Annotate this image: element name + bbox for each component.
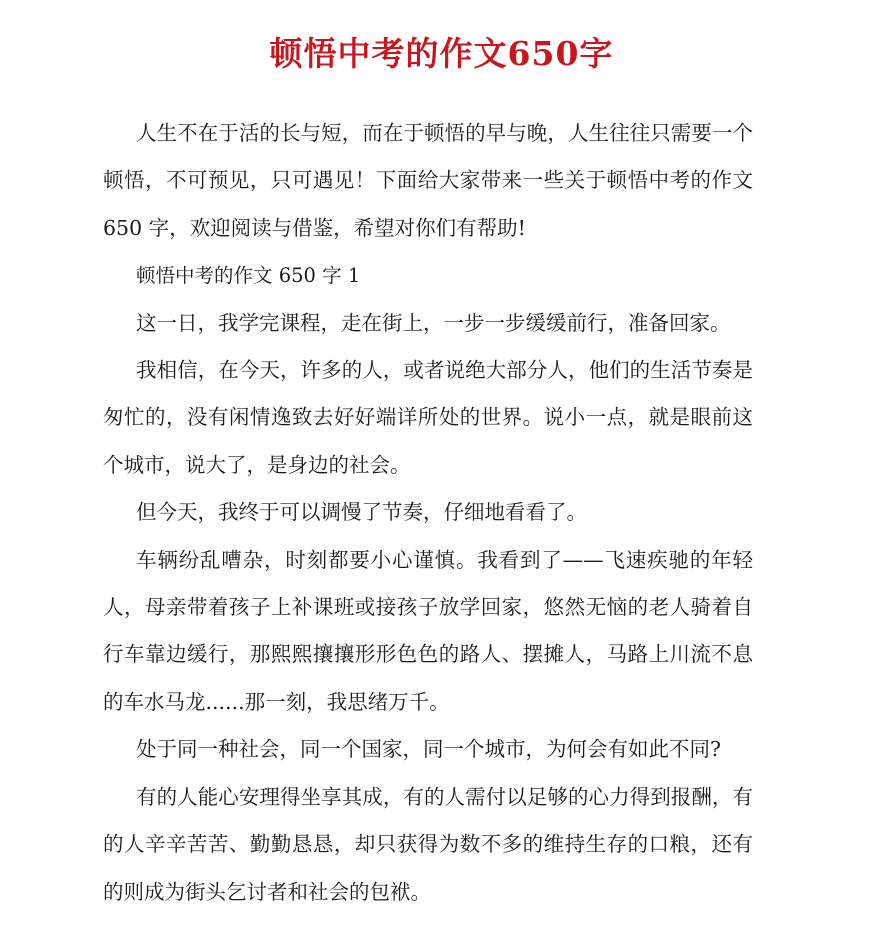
body-paragraph: 处于同一种社会，同一个国家，同一个城市，为何会有如此不同? <box>136 737 721 762</box>
page-title: 顿悟中考的作文650字 <box>269 34 614 73</box>
body-paragraph: 车辆纷乱嘈杂，时刻都要小心谨慎。我看到了——飞速疾驰的年轻人，母亲带着孩子上补课班或接孩子放学回家，悠然无恼的老人骑着自行车靠边缓行，那熙熙攘攘形形色色的路人、摆摊人，马路上川流不息的车水马龙......那一刻，我思绪万千。 <box>103 547 753 714</box>
article-body <box>103 110 753 916</box>
section-heading: 顿悟中考的作文 650 字 1 <box>136 264 361 288</box>
body-paragraph: 我相信，在今天，许多的人，或者说绝大部分人，他们的生活节奏是匆忙的，没有闲情逸致去好好端详所处的世界。说小一点，就是眼前这个城市，说大了，是身边的社会。 <box>103 358 753 477</box>
body-paragraph: 有的人能心安理得坐享其成，有的人需付以足够的心力得到报酬，有的人辛辛苦苦、勤勤恳恳，却只获得为数不多的维持生存的口粮，还有的则成为街头乞讨者和社会的包袱。 <box>103 784 753 904</box>
body-paragraph: 但今天，我终于可以调慢了节奏，仔细地看看了。 <box>136 500 587 525</box>
intro-paragraph: 人生不在于活的长与短，而在于顿悟的早与晚，人生往往只需要一个顿悟，不可预见，只可遇见！下面给大家带来一些关于顿悟中考的作文 650 字，欢迎阅读与借鉴，希望对你们有帮助! <box>103 121 753 240</box>
body-paragraph: 这一日，我学完课程，走在街上，一步一步缓缓前行，准备回家。 <box>136 310 731 335</box>
